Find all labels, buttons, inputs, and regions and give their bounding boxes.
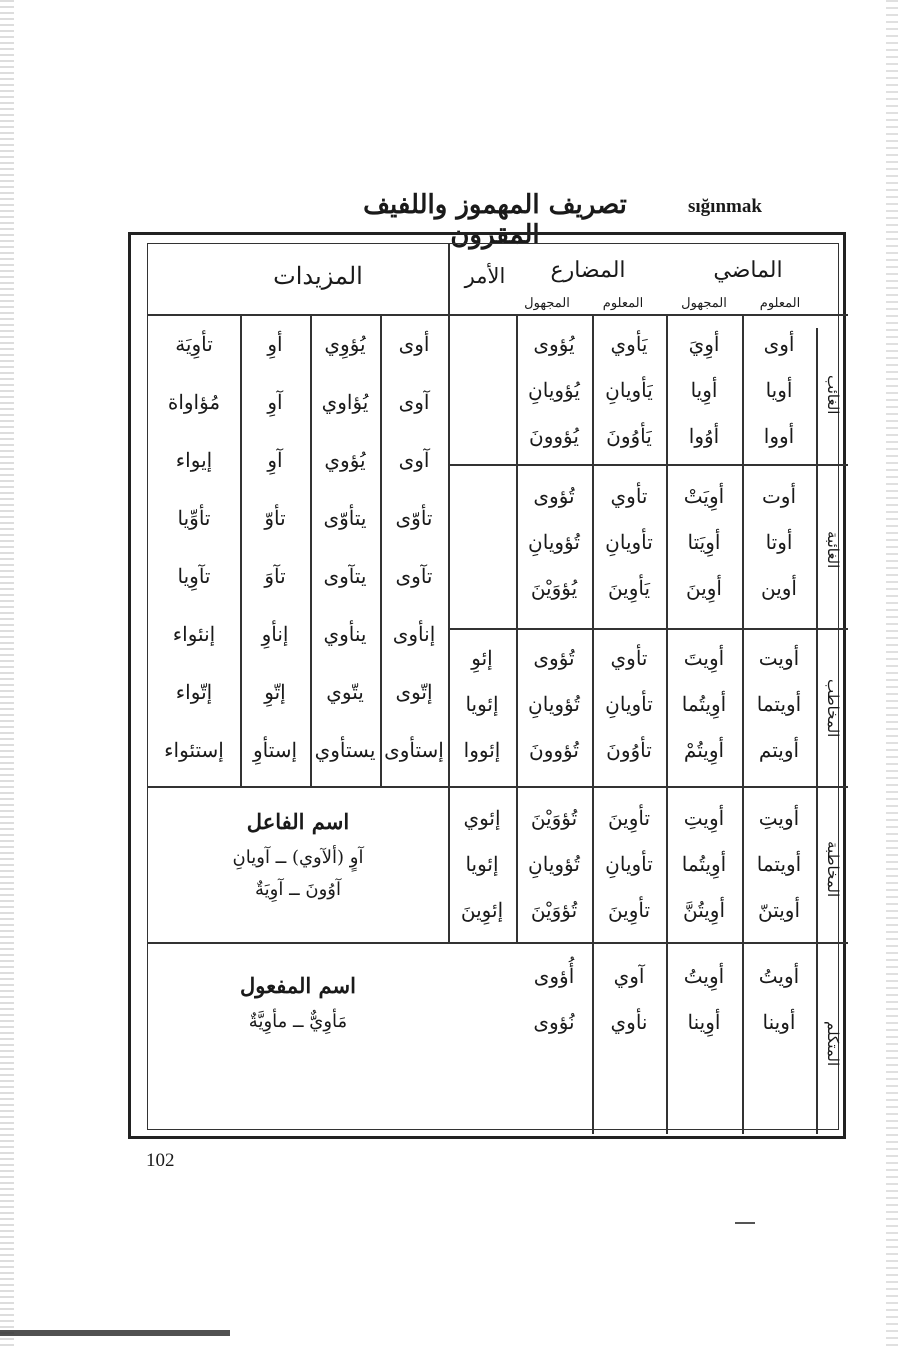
scan-edge-right	[886, 0, 898, 1346]
mudari-majhool-cell: يُؤوونَ	[529, 424, 579, 448]
madi-majhool-cell: أوِيتَ	[683, 646, 725, 670]
mazid-cell: تأوّ	[264, 506, 286, 530]
mazid-cell: إتّواء	[175, 680, 213, 704]
header-madi-majhool: المجهول	[681, 296, 727, 311]
page-title-arabic: تصريف المهموز واللفيف المقرون	[363, 190, 627, 250]
mudari-maloom-cell: يَأوُونَ	[606, 424, 652, 448]
mudari-maloom-cell: تأويانِ	[605, 530, 653, 554]
madi-maloom-cell: أويت	[758, 646, 800, 670]
madi-maloom-cell: أويتنّ	[757, 898, 801, 922]
madi-majhool-cell: أوِيا	[690, 378, 718, 402]
mazid-cell: يتآوى	[323, 564, 367, 588]
mazid-cell: إستأوى	[384, 738, 444, 762]
madi-majhool-cell: أوِيتُنَّ	[682, 898, 726, 922]
mazid-cell: إتّوى	[395, 680, 433, 704]
header-mudari-maloom: المعلوم	[602, 296, 644, 311]
mazid-cell: إنئواء	[172, 622, 216, 646]
mazid-cell: تآوى	[395, 564, 433, 588]
header-mudari: المضارع	[550, 258, 626, 283]
header-madi: الماضي	[713, 258, 783, 283]
mazid-cell: إنأوِ	[261, 622, 289, 646]
mudari-majhool-cell: تُؤوَيْنَ	[530, 898, 578, 922]
mudari-maloom-cell: تأوُونَ	[606, 738, 652, 762]
madi-maloom-cell: أووا	[763, 424, 795, 448]
madi-majhool-cell: أوِيتُ	[683, 964, 725, 988]
madi-maloom-cell: أوى	[763, 332, 795, 356]
amr-cell: إئووا	[463, 738, 501, 762]
mudari-majhool-cell: تُؤويانِ	[528, 530, 580, 554]
mazid-cell: يُؤاوي	[321, 390, 369, 414]
madi-majhool-cell: أوِيتِ	[683, 806, 725, 830]
mazid-cell: يتأوّى	[323, 506, 367, 530]
ism-fail-line2: آوُونَ ــ آوِيَةٌ	[255, 879, 341, 900]
madi-maloom-cell: أويتما	[756, 852, 802, 876]
section-label-mutakallim: المتكلم	[824, 1021, 842, 1067]
conjugation-table	[128, 232, 846, 1139]
madi-maloom-cell: أويتم	[758, 738, 800, 762]
mazid-cell: إتّوِ	[264, 680, 286, 704]
madi-maloom-cell: أويتما	[756, 692, 802, 716]
mudari-majhool-cell: يُؤويانِ	[528, 378, 580, 402]
mazid-cell: يستأوي	[314, 738, 376, 762]
mudari-maloom-cell: تأويانِ	[605, 692, 653, 716]
madi-maloom-cell: أوت	[761, 484, 797, 508]
amr-cell: إئوِينَ	[460, 898, 504, 922]
ism-fail-box	[158, 802, 438, 906]
mazid-cell: إستأوِ	[252, 738, 298, 762]
mazid-cell: آوِ	[267, 390, 283, 414]
section-label-mukhataba: المخاطبة	[824, 840, 842, 898]
mazid-cell: آوى	[398, 390, 430, 414]
header-madi-maloom: المعلوم	[759, 296, 801, 311]
amr-cell: إئويا	[465, 692, 499, 716]
madi-maloom-cell: أوتا	[765, 530, 793, 554]
ism-maful-title: اسم المفعول	[240, 973, 356, 998]
mudari-majhool-cell: تُؤوونَ	[529, 738, 579, 762]
mazid-cell: أوى	[398, 332, 430, 356]
ism-fail-title: اسم الفاعل	[246, 809, 350, 834]
section-label-ghaiba: الغائبة	[824, 531, 842, 569]
header-amr: الأمر	[464, 264, 506, 288]
mudari-maloom-cell: تأوي	[610, 484, 648, 508]
mazid-cell: يتّوي	[326, 680, 364, 704]
mazid-cell: آوِ	[267, 448, 283, 472]
mudari-majhool-cell: أُؤوى	[533, 964, 575, 988]
mazid-cell: يُؤوِي	[324, 332, 366, 356]
ism-fail-line1: آوٍ (ألآوي) ــ آويانِ	[232, 847, 364, 868]
mazid-cell: تأوِيَة	[175, 332, 213, 356]
mudari-maloom-cell: يَأوي	[610, 332, 648, 356]
mazid-cell: إستئواء	[164, 738, 224, 762]
mudari-maloom-cell: يَأوِينَ	[607, 576, 651, 600]
table-inner	[147, 243, 842, 1130]
madi-maloom-cell: أويتُ	[758, 964, 800, 988]
madi-majhool-cell: أوُوا	[688, 424, 720, 448]
amr-cell: إئوِ	[471, 646, 493, 670]
madi-majhool-cell: أوِيَ	[688, 332, 720, 356]
mudari-majhool-cell: تُؤوى	[533, 646, 575, 670]
madi-maloom-cell: أويا	[765, 378, 793, 402]
mudari-majhool-cell: تُؤوَيْنَ	[530, 806, 578, 830]
scan-edge-left	[0, 0, 14, 1346]
mudari-majhool-cell: تُؤويانِ	[528, 852, 580, 876]
madi-majhool-cell: أوِينَ	[685, 576, 722, 600]
mudari-maloom-cell: نأوي	[610, 1010, 648, 1034]
mudari-maloom-cell: يَأويانِ	[605, 378, 653, 402]
ism-maful-box	[158, 966, 438, 1038]
mudari-maloom-cell: تأوِينَ	[607, 898, 651, 922]
madi-majhool-cell: أوِيَتْ	[683, 484, 725, 508]
madi-maloom-cell: أوينا	[762, 1010, 796, 1034]
mudari-maloom-cell: تأويانِ	[605, 852, 653, 876]
madi-majhool-cell: أوِينا	[687, 1010, 721, 1034]
mudari-maloom-cell: تأوِينَ	[607, 806, 651, 830]
section-label-mukhatab: المخاطب	[824, 678, 842, 738]
madi-majhool-cell: أوِيتُما	[681, 692, 727, 716]
mudari-majhool-cell: تُؤوى	[533, 484, 575, 508]
divider-label-column	[816, 328, 818, 1134]
margin-dash	[735, 1222, 755, 1224]
madi-majhool-cell: أوِيَتا	[687, 530, 721, 554]
mudari-maloom-cell: آوي	[613, 964, 645, 988]
mazid-cell: مُؤاواة	[167, 390, 221, 414]
mazid-cell: تآوَ	[264, 564, 286, 588]
rule-section-2	[448, 628, 848, 630]
section-label-ghaib: الغائب	[824, 375, 842, 415]
mazid-cell: إيواء	[175, 448, 213, 472]
mazid-cell: يُؤوي	[324, 448, 366, 472]
page-number: 102	[146, 1150, 175, 1171]
ism-maful-line1: مَأوِيٌّ ــ مأوِيَّةٌ	[248, 1011, 348, 1032]
rule-section-1	[448, 464, 848, 466]
scan-edge-bottom	[0, 1330, 230, 1336]
amr-cell: إئوي	[463, 806, 501, 830]
mudari-majhool-cell: نُؤوى	[533, 1010, 575, 1034]
rule-header-bottom	[148, 314, 848, 316]
mazid-cell: أوِ	[267, 332, 283, 356]
mudari-majhool-cell: تُؤويانِ	[528, 692, 580, 716]
header-mazid: المزيدات	[273, 262, 363, 290]
madi-maloom-cell: أويتِ	[758, 806, 800, 830]
mazid-cell: آوى	[398, 448, 430, 472]
rule-section-3	[148, 786, 848, 788]
mazid-cell: تآوِيا	[177, 564, 211, 588]
mazid-cell: تأوِّيا	[177, 506, 211, 530]
mudari-maloom-cell: تأوي	[610, 646, 648, 670]
page-title-turkish: sığınmak	[688, 196, 762, 217]
mudari-majhool-cell: يُؤوى	[533, 332, 575, 356]
header-mudari-majhool: المجهول	[524, 296, 570, 311]
madi-majhool-cell: أوِيتُمْ	[683, 738, 725, 762]
mazid-cell: تأوّى	[395, 506, 433, 530]
madi-majhool-cell: أوِيتُما	[681, 852, 727, 876]
madi-maloom-cell: أوين	[760, 576, 797, 600]
amr-cell: إئويا	[465, 852, 499, 876]
mazid-cell: إنأوى	[392, 622, 436, 646]
rule-section-4	[148, 942, 848, 944]
mazid-cell: ينأوي	[323, 622, 367, 646]
mudari-majhool-cell: يُؤوَيْنَ	[530, 576, 578, 600]
